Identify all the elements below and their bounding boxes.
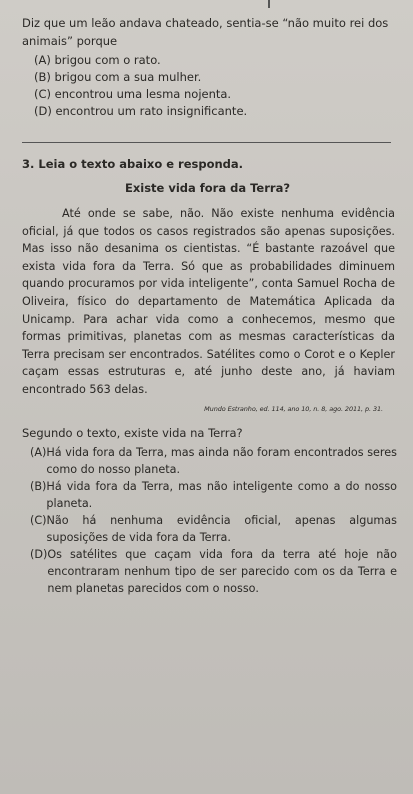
question-3-option-b — [30, 478, 397, 512]
question-2-option-a: (A) brigou com o rato. — [34, 53, 161, 67]
question-2-option-d: (D) encontrou um rato insignificante. — [34, 104, 248, 118]
option-text: Há vida fora da Terra, mas ainda não foram encontrados seres como do nosso planeta. — [46, 445, 397, 476]
question-3-options — [18, 444, 397, 597]
option-text: Não há nenhuma evidência oficial, apenas algumas suposições de vida fora da Terra. — [46, 513, 397, 544]
section-divider — [22, 142, 391, 143]
reading-text-source: Mundo Estranho, ed. 114, ano 10, n. 8, ago. 2011, p. 31. — [204, 404, 383, 413]
option-letter: (C) — [30, 513, 47, 527]
question-3-option-a — [30, 444, 397, 478]
question-2-option-c: (C) encontrou uma lesma nojenta. — [34, 87, 232, 101]
question-2-options — [18, 52, 397, 120]
question-3-stem: Segundo o texto, existe vida na Terra? — [22, 425, 243, 440]
page-tick-mark — [268, 0, 270, 8]
option-letter: (D) — [30, 547, 48, 561]
option-text: Há vida fora da Terra, mas não inteligente como a do nosso planeta. — [46, 479, 397, 510]
option-text: Os satélites que caçam vida fora da terra até hoje não encontraram nenhum tipo de ser parecido com os da Terra e nem planetas parecidos com o nosso. — [47, 547, 397, 595]
option-letter: (A) — [30, 445, 47, 459]
question-2-option-b: (B) brigou com a sua mulher. — [34, 70, 202, 84]
question-3-option-d — [30, 546, 397, 597]
question-3-option-c — [30, 512, 397, 546]
question-2-stem: Diz que um leão andava chateado, sentia-se “não muito rei dos animais” porque — [22, 16, 389, 48]
reading-text-body: Até onde se sabe, não. Não existe nenhuma evidência oficial, já que todos os casos registrados são apenas suposições. Mas isso não desanima os cientistas. “É bastante razoável que exista vida fora da Terra. Só que as probabilidades diminuem quando procuramos por vida inteligente”, conta Samuel Rocha de Oliveira, físico do departamento de Matemática Aplicada da Unicamp. Para achar vida como a conhecemos, mesmo que formas primitivas, planetas com as mesmas características da Terra precisam ser encontrados. Satélites como o Corot e o Kepler caçam essas estruturas e, até junho deste ano, já haviam encontrado 563 delas. — [22, 207, 395, 396]
option-letter: (B) — [30, 479, 47, 493]
question-3-instruction: 3. Leia o texto abaixo e responda. — [22, 157, 244, 171]
reading-text-title: Existe vida fora da Terra? — [124, 181, 291, 195]
